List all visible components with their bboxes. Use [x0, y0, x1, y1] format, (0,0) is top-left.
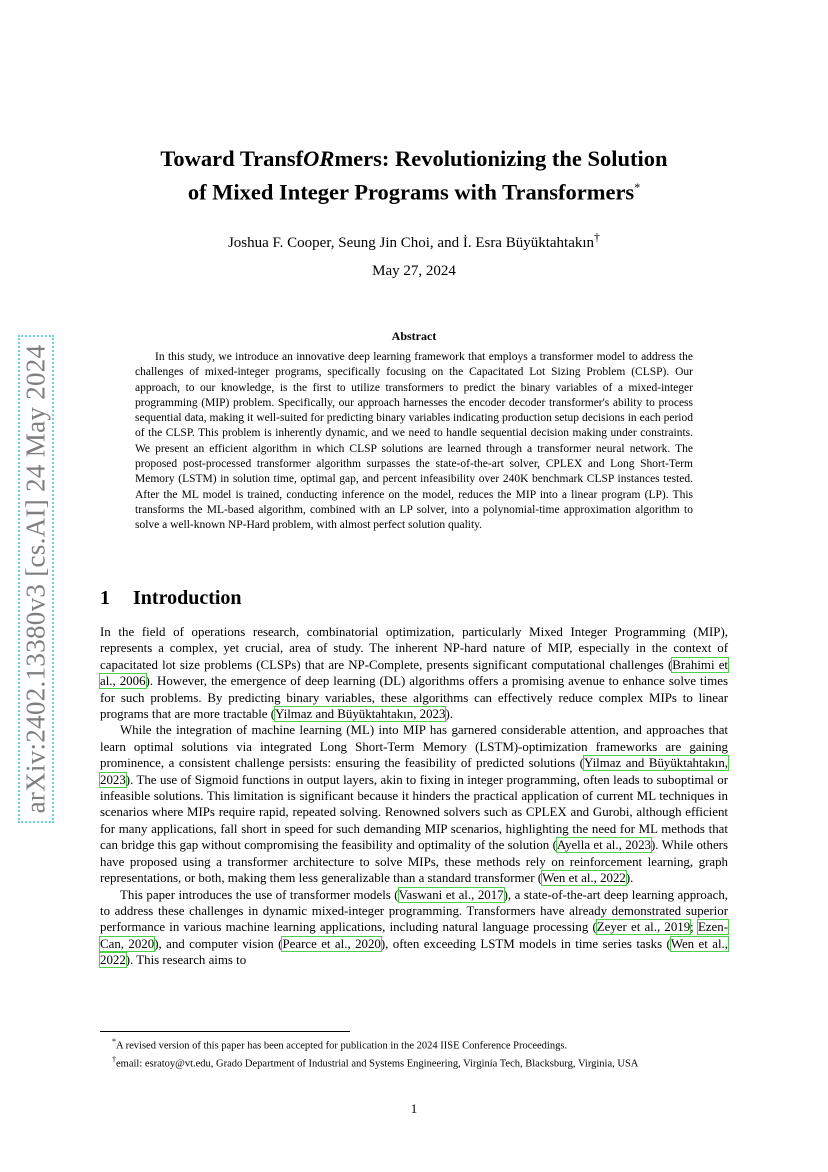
paragraph-text: ). This research aims to	[125, 953, 247, 968]
section-number: 1	[100, 587, 110, 609]
paragraph-text: This paper introduces the use of transformer models (	[120, 887, 399, 902]
paragraph-text: ), a state-of-the-art deep learning approach, to address these challenges in dynamic mixed-integer programming. Transformers have already demonstrated superior performance in various machine learning applications, including natural language processing (	[100, 887, 728, 935]
citation-link[interactable]: Brahimi et al., 2006	[100, 657, 728, 689]
citation-link[interactable]: Ezen-Can, 2020	[100, 920, 728, 951]
citation-link[interactable]: Wen et al., 2022	[100, 936, 728, 968]
paragraph-2	[100, 722, 728, 886]
section-title: Introduction	[133, 587, 242, 609]
paragraph-text: ). While others have proposed using a transformer architecture to solve MIPs, these methods rely on reinforcement learning, graph representations, or both, making them less generalizable than a standard transformer (	[100, 838, 728, 886]
paragraph-text: ).	[445, 707, 453, 722]
footnote-mark: *	[112, 1037, 116, 1046]
paragraph-text: While the integration of machine learning (ML) into MIP has garnered considerable attention, and approaches that learn optimal solutions via integrated Long Short-Term Memory (LSTM)-optimization frameworks are gaining prominence, a consistent challenge persists: ensuring the feasibility of predicted solutions (	[100, 723, 728, 771]
arxiv-identifier[interactable]: arXiv:2402.13380v3 [cs.AI] 24 May 2024	[20, 344, 51, 814]
citation-link[interactable]: Yilmaz and Büyüktahtakın, 2023	[100, 756, 728, 787]
paragraph-text: ), and computer vision (	[154, 936, 283, 951]
paragraph-text: ).	[625, 871, 634, 886]
paragraph-text: ). The use of Sigmoid functions in output layers, akin to fixing in integer programming, often leads to suboptimal or infeasible solutions. This limitation is significant because it hinders the practical application of current ML techniques in scenarios where MIPs require rapid, repeated solving. Renowned solvers such as CPLEX and Gurobi, although efficient for many applications, fall short in speed for such demanding MIP scenarios, highlighting the need for ML methods that can bridge this gap without compromising the feasibility and optimality of the solution (	[100, 772, 728, 853]
paragraph-text: ). However, the emergence of deep learning (DL) algorithms offers a promising avenue to enhance solve times for such problems. By predicting binary variables, these algorithms can effectively reduce complex MIPs to linear programs that are more tractable (	[100, 674, 728, 722]
introduction-body	[100, 624, 728, 969]
title-part-pre: Toward Transf	[160, 146, 304, 171]
paragraph-text: In the field of operations research, combinatorial optimization, particularly Mixed Integer Programming (MIP), represents a complex, yet crucial, area of study. The inherent NP-hard nature of MIP, especially in the context of capacitated lot size problems (CLSPs) that are NP-Complete, presents significant computational challenges (	[100, 625, 728, 672]
author-names: Joshua F. Cooper, Seung Jin Choi, and İ. Esra Büyüktahtakın	[227, 235, 595, 251]
footnotes	[100, 1035, 728, 1071]
footnote-1	[100, 1035, 728, 1053]
title-line-1	[100, 145, 728, 173]
citation-separator: ;	[690, 920, 698, 935]
paragraph-1	[100, 624, 728, 722]
abstract-text: In this study, we introduce an innovative deep learning framework that employs a transformer model to address the challenges of mixed-integer programs, specifically focusing on the Capacitated Lot Sizing Problem (CLSP). Our approach, to our knowledge, is the first to utilize transformers to predict the binary variables of a mixed-integer programming (MIP) problem. Specifically, our approach harnesses the encoder decoder transformer's ability to process sequential data, making it well-suited for predicting binary variables indicating production setup decisions in each period of the CLSP. This problem is inherently dynamic, and we need to handle sequential decision making under constraints. We present an efficient algorithm in which CLSP solutions are learned through a transformer neural network. The proposed post-processed transformer algorithm surpasses the state-of-the-art solver, CPLEX and Long Short-Term Memory (LSTM) in solution time, optimal gap, and percent infeasibility over 240K benchmark CLSP instances tested. After the ML model is trained, conducting inference on the model, reduces the MIP into a linear program (LP). This transforms the ML-based algorithm, combined with an LP solver, into a polynomial-time approximation algorithm to solve a well-known NP-Hard problem, with almost perfect solution quality.	[135, 351, 693, 532]
author-list	[100, 230, 728, 252]
section-heading	[100, 587, 242, 610]
title-line-2	[100, 173, 728, 207]
citation-link[interactable]: Vaswani et al., 2017	[398, 887, 504, 902]
arxiv-stamp	[18, 335, 56, 825]
paragraph-3	[100, 887, 728, 969]
citation-link[interactable]: Zeyer et al., 2019	[596, 920, 691, 935]
paragraph-text: ), often exceeding LSTM models in time series tasks (	[380, 936, 671, 951]
publication-date: May 27, 2024	[372, 263, 456, 279]
title-part-post: mers: Revolutionizing the Solution	[334, 146, 668, 171]
citation-link[interactable]: Pearce et al., 2020	[282, 936, 381, 951]
citation-link[interactable]: Wen et al., 2022	[542, 871, 626, 886]
title-part-or: OR	[303, 146, 335, 171]
footnote-text: email: esratoy@vt.edu, Grado Department of Industrial and Systems Engineering, Virginia Tech, Blacksburg, Virginia, USA	[116, 1058, 639, 1070]
abstract-heading: Abstract	[391, 329, 437, 343]
footnote-text: A revised version of this paper has been accepted for publication in the 2024 IISE Conference Proceedings.	[116, 1040, 568, 1052]
footnote-2	[100, 1053, 728, 1071]
title-footnote-mark[interactable]: *	[634, 180, 641, 194]
citation-link[interactable]: Yilmaz and Büyüktahtakın, 2023	[275, 707, 446, 722]
footnote-mark: †	[112, 1055, 116, 1065]
page-number: 1	[410, 1101, 418, 1116]
footnote-divider	[100, 1031, 350, 1032]
title-part-line2: of Mixed Integer Programs with Transformers	[187, 179, 635, 205]
author-footnote-mark[interactable]: †	[594, 230, 601, 244]
citation-link[interactable]: Ayella et al., 2023	[556, 838, 651, 853]
paper-title	[100, 145, 728, 207]
